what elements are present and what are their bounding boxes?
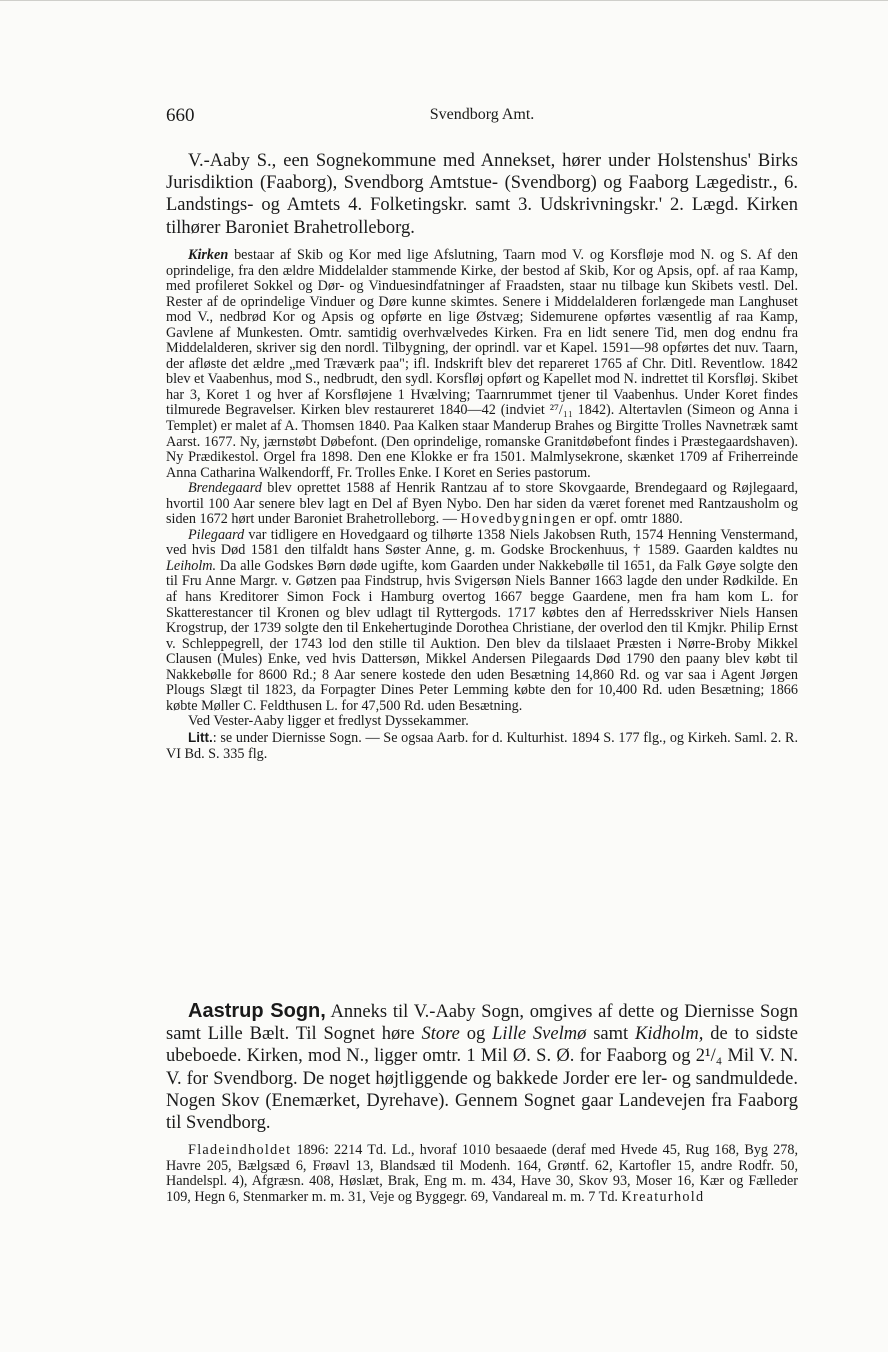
scan-edge-mark bbox=[0, 0, 888, 1]
flade-lead: Fladeindholdet bbox=[188, 1142, 292, 1158]
parish-details bbox=[166, 248, 798, 762]
aastrup-og: og bbox=[459, 1024, 493, 1045]
litt-text: : se under Diernisse Sogn. — Se ogsaa Aarb. for d. Kulturhist. 1894 S. 177 flg., og Kirkeh. Saml. 2. R. VI Bd. S. 335 flg. bbox=[166, 729, 798, 762]
flade-section bbox=[166, 1143, 798, 1205]
litt-lead: Litt. bbox=[188, 729, 213, 745]
pilegaard-name: Leiholm. bbox=[166, 557, 217, 574]
kirken-text: bestaar af Skib og Kor med lige Afslutning, Taarn mod V. og Korsfløje mod N. og S. Af den oprindelige, fra den ældre Middelalder stammende Kirke, der bestod af Skib, Kor og Apsis, opf. af raa Kamp, med profileret Sokkel og Dør- og Vinduesindfatninger af Fraadsten, staar nu tilbage kun Skibets vestl. Del. Rester af de oprindelige Vinduer og Døre kunne skimtes. Senere i Middelalderen forlængede man Langhuset mod V., nedbrød Kor og Apsis og opførte en lige Østvæg; Sidemurene opførtes væsentlig af raa Kamp, Gavlene af Munkesten. Omtr. samtidig overhvælvedes Kirken. Fra en lidt senere Tid, men dog endnu fra Middelalderen, skriver sig den nordl. Tilbygning, der oprindl. var et Kapel. 1591—98 opførtes det nuv. Taarn, der afløste det ældre „med Træværk paa"; ifl. Indskrift blev det repareret 1765 af Chr. Ditl. Reventlow. 1842 blev et Vaabenhus, mod S., nedbrudt, den sydl. Korsfløj opført og Kapellet mod N. indrettet til Korsfløj. Skibet har 3, Koret 1 og hver af Korsfløjene 1 Hvælving; Taarnrummet tjener til Vaabenhus. Under Koret findes tilmurede Begravelser. Kirken blev restaureret 1840—42 (indviet ²⁷/₁₁ 1842). Altertavlen (Simeon og Anna i Templet) er malet af A. Thomsen 1840. Paa Kalken staar Manderup Brahes og Birgitte Trolles Navnetræk samt Aarst. 1677. Ny, jærnstøbt Døbefont. (Den oprindelige, romanske Granitdøbefont findes i Præstegaardshaven). Ny Prædikestol. Orgel fra 1898. Den ene Klokke er fra 1501. Malmlysekrone, skænket 1709 af Friherreinde Anna Catharina Walkendorff, Fr. Trolles Enke. I Koret en Series pastorum. bbox=[166, 247, 798, 481]
brendegaard-paragraph bbox=[166, 481, 798, 528]
brendegaard-spaced-word: Hovedbygningen bbox=[460, 511, 577, 528]
litt-paragraph bbox=[166, 730, 798, 762]
store-svelmo: Store bbox=[421, 1024, 460, 1045]
page-number: 660 bbox=[166, 105, 195, 126]
page-header bbox=[166, 105, 798, 127]
intro-text: V.-Aaby S., een Sognekommune med Annekset, hører under Holstenshus' Birks Jurisdiktion (Faaborg), Svendborg Amtstue- (Svendborg) og Faaborg Lægedistr., 6. Landstings- og Amtets 4. Folketingskr. samt 3. Udskrivningskr.' 2. Lægd. Kirken tilhører Baroniet Brahetrolleborg. bbox=[166, 151, 798, 238]
brendegaard-lead: Brendegaard bbox=[188, 480, 262, 497]
pilegaard-text-2: Da alle Godskes Børn døde ugifte, kom Gaarden under Nakkebølle til 1651, da Falk Gøye solgte den til Fru Anne Margr. v. Gøtzen paa Findstrup, hvis Svigersøn Niels Banner 1663 lagde den under Rødkilde. En af hans Kreditorer Simon Fock i Hamburg overtog 1667 begge Gaardene, men fra ham kom L. for Skatterestancer til Kronen og blev udlagt til Ryttergods. 1717 købtes den af Herredsskriver Niels Hansen Krogstrup, der 1739 solgte den til Enkehertuginde Dorothea Christiane, der overlod den til Kmjkr. Philip Ernst v. Schleppegrell, der 1743 lod den stille til Auktion. Den blev da tilslaaet Præsten i Nørre-Broby Mikkel Clausen (Mules) Enke, ved hvis Dattersøn, Mikkel Andersen Pilegaards Død 1790 den paany blev købt til Nakkebølle for 8600 Rd.; 8 Aar senere kostede den uden Besætning 14,860 Rd. og var saa i Agent Jørgen Plougs Slægt til 1823, da Forpagter Dines Peter Lemming købte den for 10,400 Rd. uden Besætning; 1866 købte Møller C. Feldthusen L. for 47,500 Rd. uden Besætning. bbox=[166, 557, 798, 714]
aastrup-title: Aastrup Sogn, bbox=[188, 1000, 326, 1022]
brendegaard-text-2: er opf. omtr 1880. bbox=[576, 511, 683, 528]
aastrup-paragraph bbox=[166, 1000, 798, 1134]
pilegaard-paragraph bbox=[166, 528, 798, 715]
aastrup-text-1: Anneks til V.-Aaby Sogn, omgives af dette og Diernisse Sogn samt Lille Bælt. Til Sognet høre bbox=[166, 1002, 798, 1045]
kirken-paragraph bbox=[166, 248, 798, 481]
pilegaard-lead: Pilegaard bbox=[188, 526, 245, 543]
dyssekammer-paragraph: Ved Vester-Aaby ligger et fredlyst Dyssekammer. bbox=[188, 713, 469, 730]
aastrup-text-2: de to sidste ubeboede. Kirken, mod N., ligger omtr. 1 Mil Ø. S. Ø. for Faaborg og 2¹/₄ Mil V. N. V. for Svendborg. De noget højtliggende og bakkede Jorder ere ler- og sandmuldede. Nogen Skov (Enemærket, Dyrehave). Gennem Sognet gaar Landevejen fra Faaborg til Svendborg. bbox=[166, 1024, 798, 1134]
intro-paragraph bbox=[166, 150, 798, 239]
aastrup-samt: samt bbox=[586, 1024, 636, 1045]
running-title: Svendborg Amt. bbox=[429, 106, 535, 123]
flade-paragraph bbox=[166, 1143, 798, 1205]
pilegaard-text-1: var tidligere en Hovedgaard og tilhørte 1358 Niels Jakobsen Ruth, 1574 Henning Venstermand, ved hvis Død 1581 den tilfaldt hans Søster Anne, g. m. Godske Brockenhuus, † 1589. Gaarden kaldtes nu bbox=[166, 526, 798, 559]
aastrup-section bbox=[166, 1000, 798, 1134]
brendegaard-text-1: blev oprettet 1588 af Henrik Rantzau af to store Skovgaarde, Brendegaard og Røjlegaard, hvortil 100 Aar senere blev lagt en Del af Byen Nybo. Den har siden da været forenet med Rantzausholm og siden 1672 hørt under Baroniet Brahetrolleborg. — bbox=[166, 480, 798, 528]
kidholm: Kidholm, bbox=[635, 1024, 704, 1045]
flade-tail: Kreaturhold bbox=[621, 1188, 705, 1205]
kirken-lead: Kirken bbox=[188, 247, 229, 263]
flade-text: 1896: 2214 Td. Ld., hvoraf 1010 besaaede (deraf med Hvede 45, Rug 168, Byg 278, Havre 205, Bælgsæd 6, Frøavl 13, Blandsæd til Modenh. 164, Grøntf. 62, Kartofler 15, andre Rodfr. 50, Handelspl. 4), Afgræsn. 408, Høslæt, Brak, Eng m. m. 434, Have 30, Skov 93, Moser 16, Kær og Fælleder 109, Hegn 6, Stenmarker m. m. 31, Veje og Byggegr. 69, Vandareal m. m. 7 Td. bbox=[166, 1142, 798, 1205]
lille-svelmo: Lille Svelmø bbox=[492, 1024, 587, 1045]
